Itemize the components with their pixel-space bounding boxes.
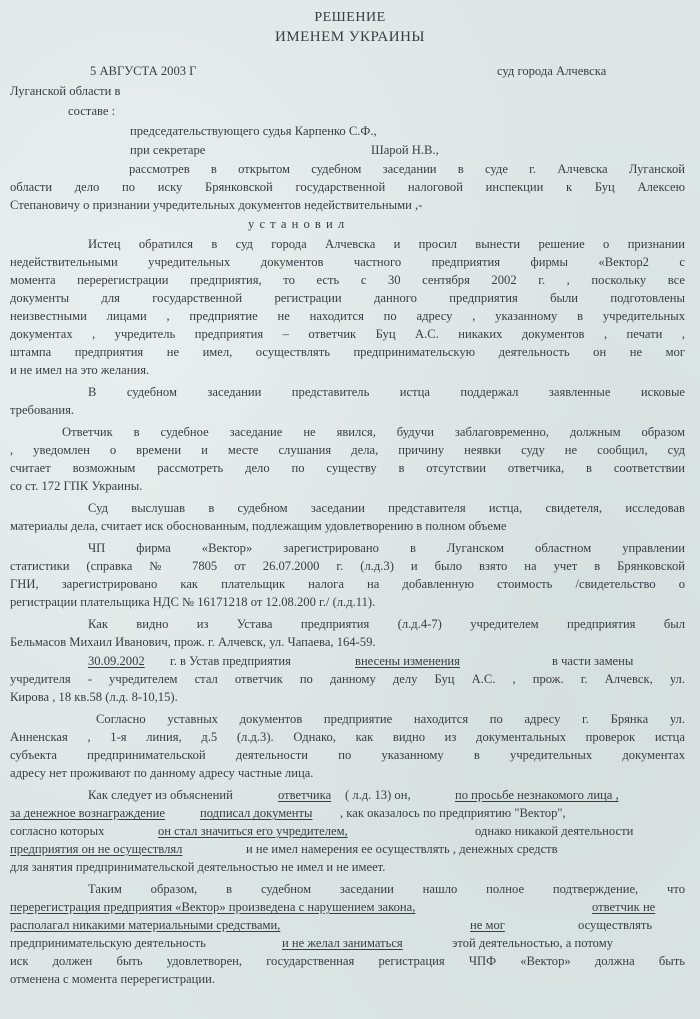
amendment-date: 30.09.2002 (88, 654, 145, 668)
paragraph-line-fragment: этой деятельностью, а потому (452, 936, 614, 950)
paragraph-line: иск должен быть удовлетворен, государственная регистрация ЧПФ «Вектор» должна быть (10, 954, 685, 968)
paragraph-line: Кирова , 18 кв.58 (л.д. 8-10,15). (10, 690, 178, 704)
intro-line: области дело по иску Брянковской государственной налоговой инспекции к Буц Алексею (10, 180, 685, 194)
paragraph-line: Таким образом, в судебном заседании нашло полное подтверждение, что (88, 882, 685, 896)
established-heading: у с т а н о в и л (248, 217, 346, 231)
intro-line: Степановичу о признании учредительных документов недействительными ,- (10, 198, 423, 212)
decision-date: 5 АВГУСТА 2003 Г (90, 64, 197, 78)
paragraph-line: ЧП фирма «Вектор» зарегистрировано в Луганском областном управлении (88, 541, 685, 555)
paragraph-line-fragment: предпринимательскую деятельность (10, 936, 206, 950)
court-region: Луганской области в (10, 84, 121, 98)
paragraph-line-fragment: по просьбе незнакомого лица , (455, 788, 619, 802)
paragraph-line-fragment: , как оказалось по предприятию "Вектор", (340, 806, 566, 820)
paragraph-line-fragment: внесены изменения (355, 654, 460, 668)
paragraph-line: , уведомлен о времени и месте слушания дела, причину неявки суду не сообщил, суд (10, 443, 685, 457)
paragraph-line-fragment: г. в Устав предприятия (170, 654, 291, 668)
court-composition-label: составе : (68, 104, 116, 118)
paragraph-line-fragment: ( л.д. 13) он, (345, 788, 411, 802)
paragraph-line-fragment: однако никакой деятельности (475, 824, 634, 838)
paragraph-line-fragment: он стал значиться его учредителем, (158, 824, 348, 838)
court-name: суд города Алчевска (497, 64, 607, 78)
paragraph-line-fragment: и не желал заниматься (282, 936, 403, 950)
paragraph-line: Анненская , 1-я линия, д.5 (л.д.3). Однако, как видно из документальных проверок истца (10, 730, 685, 744)
paragraph-line: учредителя - учредителем стал ответчик по данному делу Буц А.С. , прож. г. Алчевск, ул. (10, 672, 685, 686)
paragraph-line-fragment: и не имел намерения ее осуществлять , денежных средств (246, 842, 558, 856)
paragraph-line-fragment: перерегистрация предприятия «Вектор» произведена с нарушением закона, (10, 900, 416, 914)
paragraph-line-fragment: согласно которых (10, 824, 105, 838)
paragraph-line-fragment: подписал документы (200, 806, 313, 820)
paragraph-line: Как видно из Устава предприятия (л.д.4-7) учредителем предприятия был (88, 617, 685, 631)
paragraph-line: В судебном заседании представитель истца поддержал заявленные исковые (88, 385, 685, 399)
paragraph-line: ГНИ, зарегистрировано как плательщик налога на добавленную стоимость /свидетельство о (10, 577, 685, 591)
intro-line: рассмотрев в открытом судебном заседании в суде г. Алчевска Луганской (129, 162, 685, 176)
secretary-label: при секретаре (130, 143, 206, 157)
paragraph-line: Истец обратился в суд города Алчевска и просил вынести решение о признании (88, 237, 685, 251)
paragraph-line: субъекта предпринимательской деятельности по указанному в учредительных документах (10, 748, 685, 762)
paragraph-line-fragment: ответчик не (592, 900, 656, 914)
paragraph-line: Бельмасов Михаил Иванович, прож. г. Алчевск, ул. Чапаева, 164-59. (10, 635, 376, 649)
paragraph-line: и не имел на это желания. (10, 363, 150, 377)
paragraph-line: недействительными учредительных документов частного предприятия фирмы «Вектор2 с (10, 255, 685, 269)
paragraph-line: момента перерегистрации предприятия, то есть с 30 сентября 2002 г. , поскольку все (10, 273, 685, 287)
paragraph-line-fragment: ответчика (278, 788, 332, 802)
paragraph-line-fragment: предприятия он не осуществлял (10, 842, 183, 856)
paragraph-line-fragment: осуществлять (578, 918, 653, 932)
presiding-judge: председательствующего судья Карпенко С.Ф., (130, 124, 377, 138)
paragraph-line-fragment: за денежное вознаграждение (10, 806, 165, 820)
paragraph-line: отменена с момента перерегистрации. (10, 972, 215, 986)
secretary-name: Шарой Н.В., (371, 143, 439, 157)
paragraph-line-fragment: не мог (470, 918, 505, 932)
paragraph-line: документы для государственной регистрации данного предприятия были подготовлены (10, 291, 685, 305)
paragraph-line: неизвестными лицами , предприятие не находится по адресу , указанному в учредительных (10, 309, 685, 323)
paragraph-line: адресу нет проживают по данному адресу частные лица. (10, 766, 314, 780)
paragraph-line: для занятия предпринимательской деятельностью не имел и не имеет. (10, 860, 386, 874)
paragraph-line: статистики (справка № 7805 от 26.07.2000 г. (л.д.3) и было взято на учет в Брянковской (10, 559, 685, 573)
paragraph-line: считает возможным рассмотреть дело по существу в отсутствии ответчика, в соответствии (10, 461, 685, 475)
paragraph-line: Согласно уставных документов предприятие находится по адресу г. Брянка ул. (96, 712, 685, 726)
paragraph-line: со ст. 172 ГПК Украины. (10, 479, 143, 493)
paragraph-line: документах , учредитель предприятия – ответчик Буц А.С. никаких документов , печати , (10, 327, 685, 341)
paragraph-line: требования. (10, 403, 75, 417)
paragraph-line-fragment: Как следует из объяснений (88, 788, 233, 802)
paragraph-line: материалы дела, считает иск обоснованным, подлежащим удовлетворению в полном объеме (10, 519, 507, 533)
document-subtitle: ИМЕНЕМ УКРАИНЫ (274, 29, 426, 45)
paragraph-line-fragment: располагал никакими материальными средствами, (10, 918, 281, 932)
paragraph-line: Ответчик в судебное заседание не явился, будучи заблаговременно, должным образом (62, 425, 685, 439)
paragraph-line-fragment: в части замены (552, 654, 634, 668)
paragraph-line: Суд выслушав в судебном заседании представителя истца, свидетеля, исследовав (88, 501, 685, 515)
paragraph-line: регистрации плательщика НДС № 16171218 от 12.08.200 г./ (л.д.11). (10, 595, 376, 609)
document-title: РЕШЕНИЕ (314, 10, 386, 25)
paragraph-line: штампа предприятия не имел, осуществлять предпринимательскую деятельность он не мог (10, 345, 685, 359)
